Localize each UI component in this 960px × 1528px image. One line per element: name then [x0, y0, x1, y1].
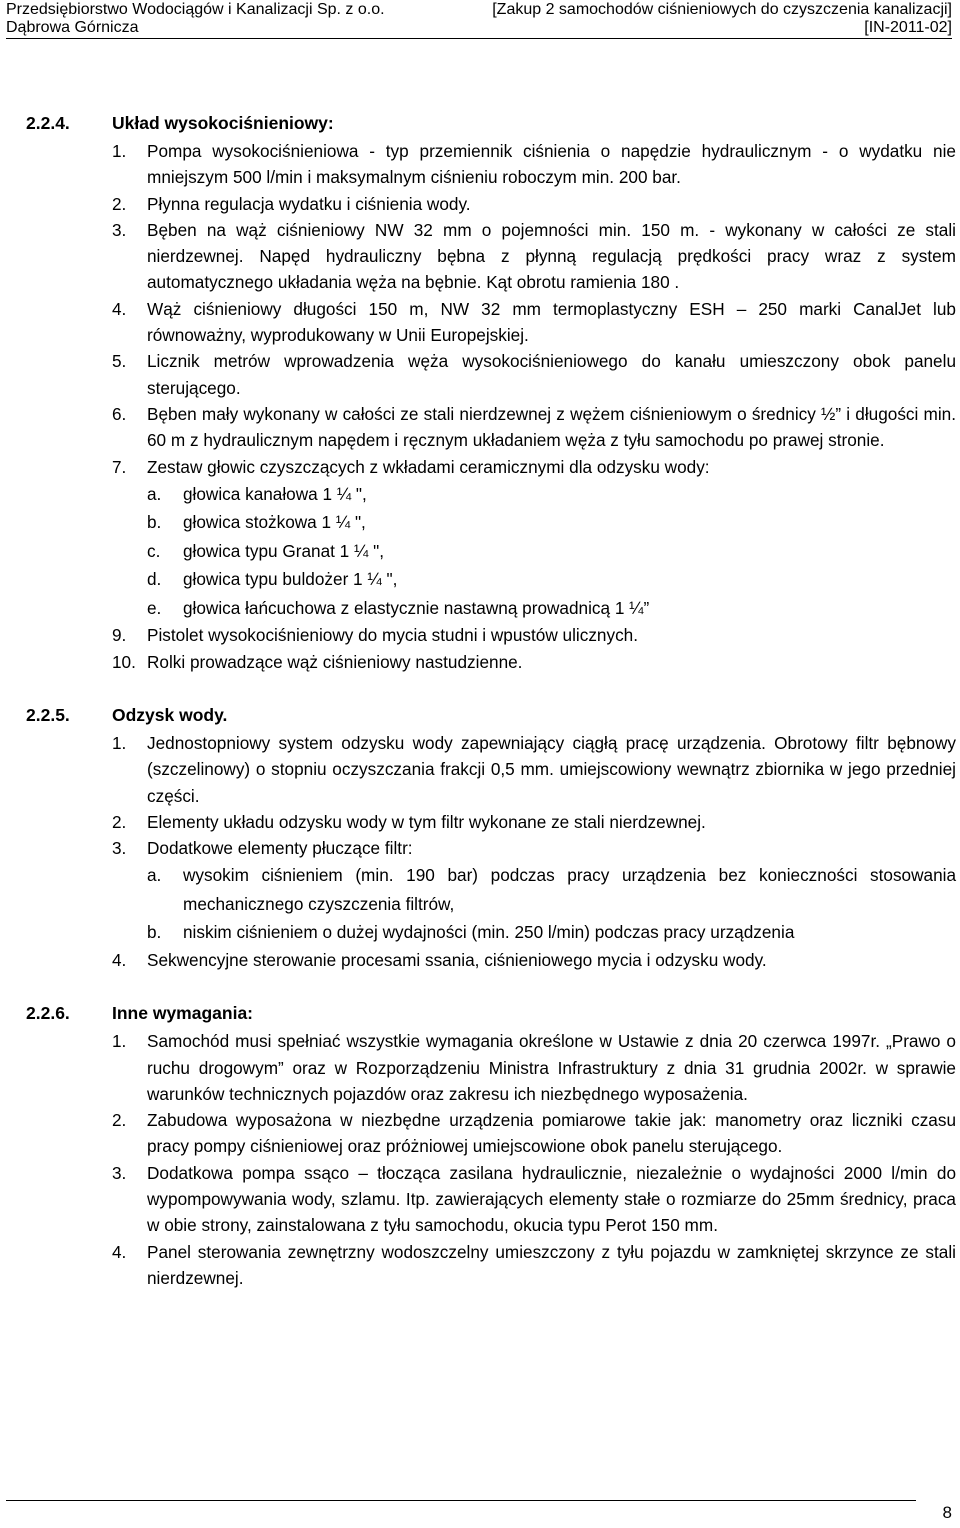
- section-title: Układ wysokociśnieniowy:: [112, 113, 334, 133]
- header-company-city: Dąbrowa Górnicza: [6, 19, 139, 36]
- sub-list-item: [26, 918, 956, 947]
- sub-list-item-letter: a.: [147, 483, 162, 504]
- sub-list-item: [26, 480, 956, 509]
- list-item-number: 3.: [112, 1162, 127, 1183]
- section: [26, 998, 956, 1291]
- section-number: 2.2.6.: [26, 1003, 70, 1024]
- list-item-number: 1.: [112, 732, 127, 753]
- list-item: [26, 217, 956, 296]
- list-item-number: 1.: [112, 1031, 127, 1052]
- list-item-text: Płynna regulacja wydatku i ciśnienia wody.: [147, 193, 471, 214]
- numbered-list: [26, 138, 956, 675]
- sub-list-item-letter: c.: [147, 540, 161, 561]
- section-heading: [26, 998, 956, 1028]
- list-item-text: Bęben mały wykonany w całości ze stali nierdzewnej z wężem ciśnieniowym o średnicy ½” i długości min. 60 m z hydraulicznym napędem i ręcznym układaniem węża z tyłu samochodu po prawej stronie.: [147, 403, 956, 451]
- list-item-text: Zabudowa wyposażona w niezbędne urządzenia pomiarowe takie jak: manometry oraz liczniki czasu pracy pompy ciśnieniowej oraz próżniowej umiejscowione obok panelu sterującego.: [147, 1110, 956, 1157]
- sub-list-item: [26, 508, 956, 537]
- list-item-number: 1.: [112, 141, 127, 161]
- section: [26, 700, 956, 973]
- list-item-text: Bęben na wąż ciśnieniowy NW 32 mm o pojemności min. 150 m. - wykonany w całości ze stali nierdzewnej. Napęd hydrauliczny bębna z płynną regulacją prędkości pracy wraz z system automatycznego układania węża na bębnie. Kąt obrotu ramienia 180 .: [147, 219, 956, 293]
- sub-list-item-text: niskim ciśnieniem o dużej wydajności (min. 250 l/min) podczas pracy urządzenia: [183, 922, 795, 943]
- list-item-text: Licznik metrów wprowadzenia węża wysokociśnieniowego do kanału umieszczony obok panelu sterującego.: [147, 351, 956, 398]
- numbered-list: [26, 730, 956, 973]
- sub-list-item-text: głowica typu Granat 1 ¼ ",: [183, 540, 384, 561]
- list-item: [26, 1107, 956, 1160]
- list-item-number: 7.: [112, 456, 127, 477]
- sub-list-item-text: głowica łańcuchowa z elastycznie nastawną prowadnicą 1 ¼”: [183, 597, 650, 618]
- list-item-text: Jednostopniowy system odzysku wody zapewniający ciągłą pracę urządzenia. Obrotowy filtr bębnowy (szczelinowy) o stopniu oczyszczania frakcji 0,5 mm. umiejscowiony wewnątrz zbiornika w jego przedniej części.: [147, 732, 956, 806]
- header-document: [492, 1, 952, 37]
- sub-list-item-letter: b.: [147, 922, 162, 943]
- list-item-text: Zestaw głowic czyszczących z wkładami ceramicznymi dla odzysku wody:: [147, 456, 710, 477]
- list-item: [26, 1160, 956, 1239]
- sub-list-item-text: głowica stożkowa 1 ¼ ",: [183, 512, 366, 533]
- list-item-number: 3.: [112, 219, 127, 240]
- section-title: Inne wymagania:: [112, 1003, 254, 1024]
- list-item: [26, 454, 956, 623]
- header-company: [6, 1, 385, 37]
- section: [26, 108, 956, 675]
- list-item-text: Dodatkowe elementy płuczące filtr:: [147, 838, 413, 859]
- sub-list-item: [26, 537, 956, 566]
- numbered-list: [26, 1028, 956, 1291]
- list-item: [26, 1028, 956, 1107]
- list-item-text: Dodatkowa pompa ssąco – tłocząca zasilana hydraulicznie, niezależnie o wydajności 2000 l/min do wypompowywania wody, szlamu. Itp. zawierających elementy stałe o rozmiarze do 25mm średnicy, praca w obie strony, zainstalowana z tyłu samochodu, okucia typu Perot 150 mm.: [147, 1162, 956, 1236]
- list-item: [26, 401, 956, 454]
- sub-list: [147, 861, 956, 947]
- list-item: [26, 649, 956, 675]
- section-title: Odzysk wody.: [112, 704, 228, 725]
- sub-list-item: [26, 565, 956, 594]
- list-item: [26, 191, 956, 217]
- list-item-text: Pistolet wysokociśnieniowy do mycia studni i wpustów ulicznych.: [147, 625, 639, 646]
- list-item-number: 2.: [112, 1110, 127, 1131]
- list-item: [26, 348, 956, 401]
- sub-list-item-letter: e.: [147, 597, 162, 618]
- list-item-number: 2.: [112, 811, 127, 832]
- list-item-number: 4.: [112, 298, 127, 319]
- list-item-number: 9.: [112, 625, 127, 646]
- header-document-code: [IN-2011-02]: [864, 19, 952, 36]
- list-item-number: 4.: [112, 949, 127, 970]
- sub-list-item-text: głowica typu buldożer 1 ¼ ",: [183, 569, 398, 590]
- sub-list-item-letter: a.: [147, 865, 162, 886]
- list-item: [26, 730, 956, 809]
- sub-list-item-letter: d.: [147, 569, 162, 590]
- list-item-text: Wąż ciśnieniowy długości 150 m, NW 32 mm termoplastyczny ESH – 250 marki CanalJet lub równoważny, wyprodukowany w Unii Europejskiej.: [147, 298, 956, 346]
- list-item: [26, 835, 956, 947]
- list-item: [26, 296, 956, 349]
- sub-list-item-text: głowica kanałowa 1 ¼ ",: [183, 483, 367, 504]
- list-item-text: Samochód musi spełniać wszystkie wymagania określone w Ustawie z dnia 20 czerwca 1997r. „Prawo o ruchu drogowym” oraz w Rozporządzeniu Ministra Infrastruktury z dnia 31 grudnia 2002r. w sprawie warunków technicznych pojazdów oraz zakresu ich niezbędnego wyposażenia.: [147, 1031, 956, 1104]
- sub-list-item-letter: b.: [147, 512, 162, 533]
- page-number: 8: [942, 1503, 952, 1522]
- section-heading: [26, 108, 956, 138]
- list-item-text: Rolki prowadzące wąż ciśnieniowy nastudzienne.: [147, 651, 523, 672]
- document-body: [26, 108, 956, 1316]
- sub-list-item: [26, 594, 956, 623]
- page-header: [6, 0, 952, 39]
- list-item: [26, 138, 956, 191]
- list-item: [26, 809, 956, 835]
- section-heading: [26, 700, 956, 730]
- list-item-text: Sekwencyjne sterowanie procesami ssania, ciśnieniowego mycia i odzysku wody.: [147, 949, 767, 970]
- section-number: 2.2.4.: [26, 113, 70, 133]
- sub-list: [147, 480, 956, 623]
- header-document-title: [Zakup 2 samochodów ciśnieniowych do czyszczenia kanalizacji]: [492, 1, 952, 18]
- list-item-number: 10.: [112, 651, 136, 672]
- list-item-text: Elementy układu odzysku wody w tym filtr wykonane ze stali nierdzewnej.: [147, 811, 706, 832]
- list-item-number: 6.: [112, 403, 127, 424]
- sub-list-item-text: wysokim ciśnieniem (min. 190 bar) podczas pracy urządzenia bez konieczności stosowania mechanicznego czyszczenia filtrów,: [183, 865, 956, 914]
- list-item-number: 4.: [112, 1241, 127, 1262]
- list-item: [26, 1239, 956, 1292]
- header-company-name: Przedsiębiorstwo Wodociągów i Kanalizacji Sp. z o.o.: [6, 1, 385, 18]
- footer-divider: [6, 1500, 916, 1501]
- list-item: [26, 947, 956, 973]
- section-number: 2.2.5.: [26, 704, 70, 725]
- list-item-text: Pompa wysokociśnieniowa - typ przemiennik ciśnienia o napędzie hydraulicznym - o wydatku nie mniejszym 500 l/min i maksymalnym ciśnieniu roboczym min. 200 bar.: [147, 141, 956, 188]
- list-item: [26, 622, 956, 648]
- list-item-text: Panel sterowania zewnętrzny wodoszczelny umieszczony z tyłu pojazdu w zamkniętej skrzynce ze stali nierdzewnej.: [147, 1241, 956, 1288]
- list-item-number: 3.: [112, 838, 127, 859]
- list-item-number: 2.: [112, 193, 127, 214]
- sub-list-item: [26, 861, 956, 918]
- list-item-number: 5.: [112, 351, 127, 372]
